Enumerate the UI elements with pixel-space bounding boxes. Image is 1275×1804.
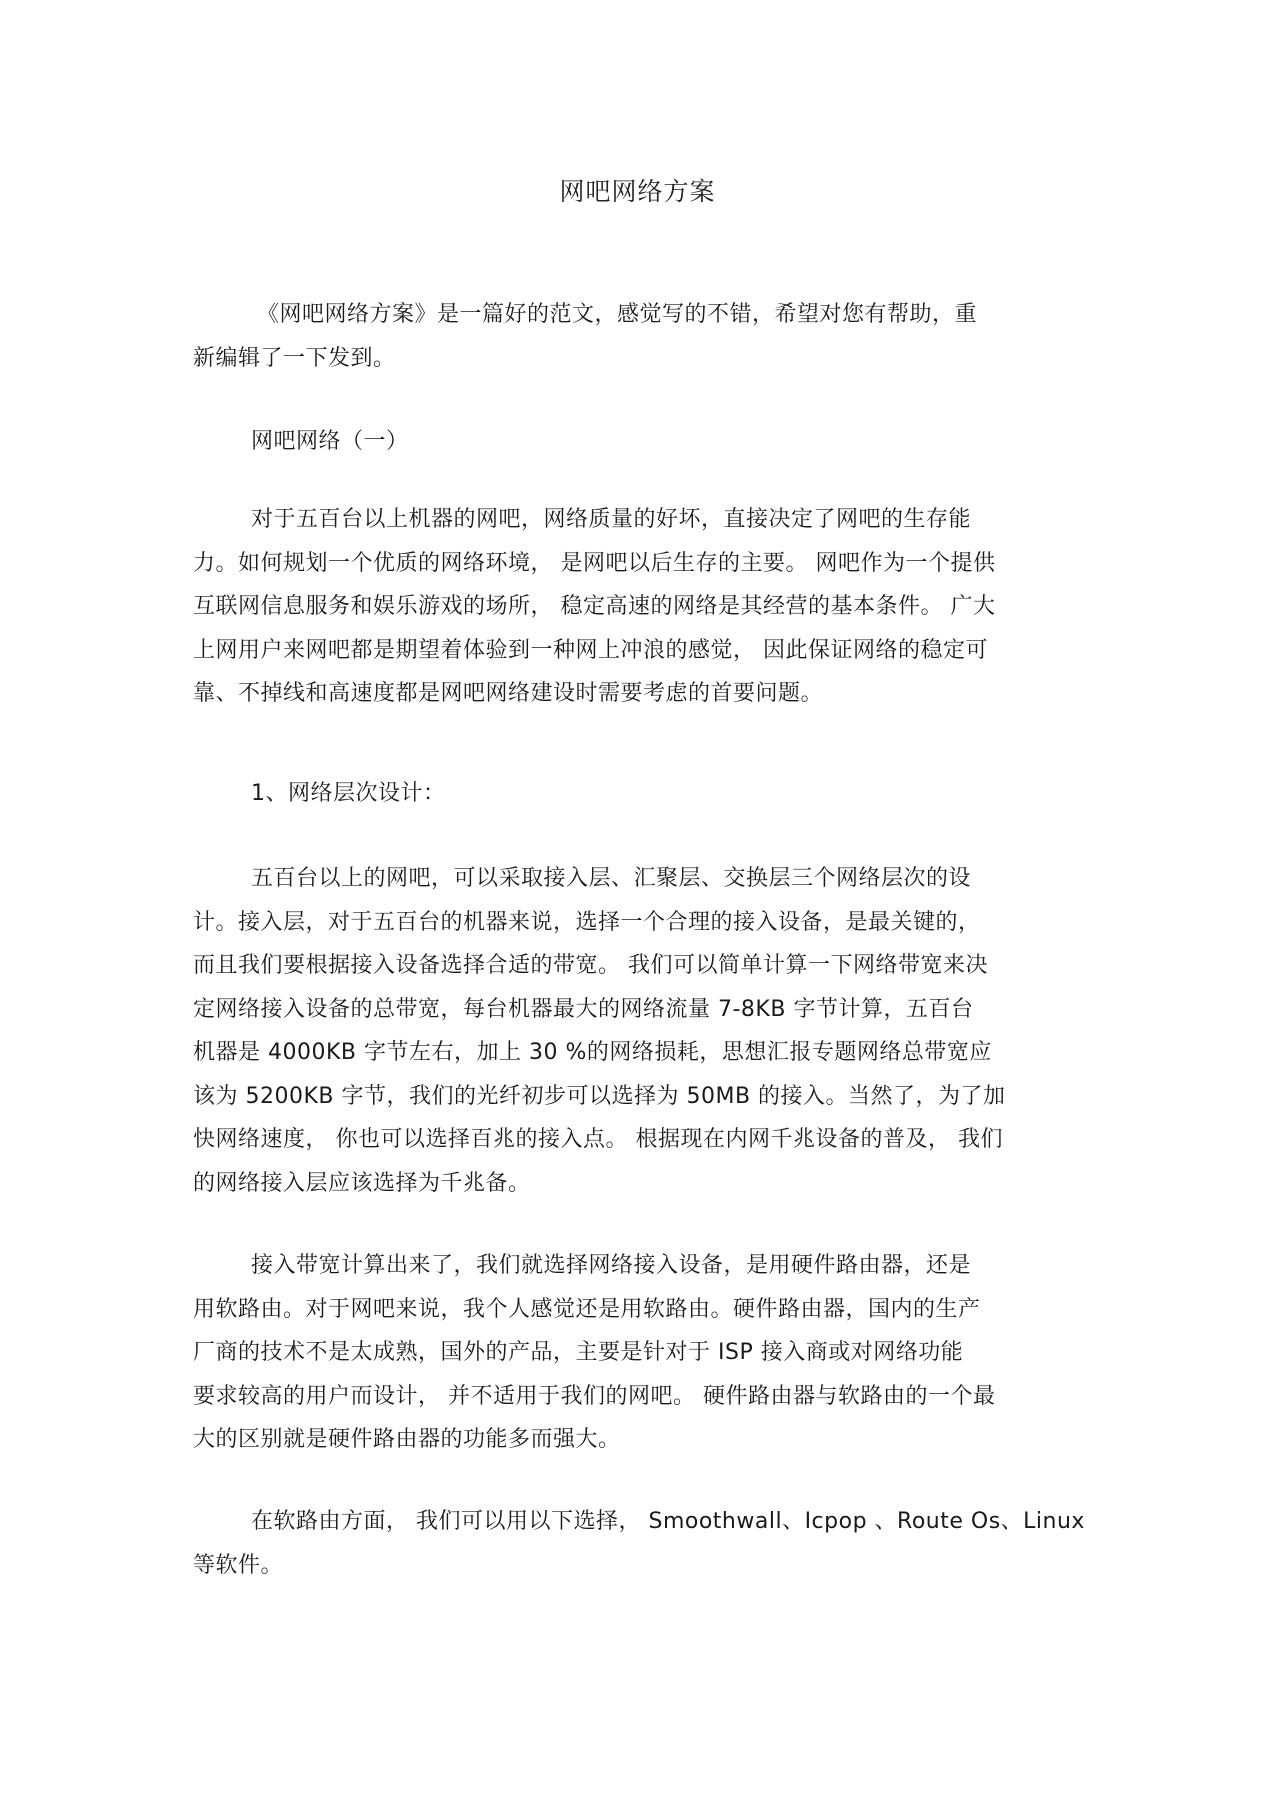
text-line: 新编辑了一下发到。 (193, 345, 396, 371)
text-line: 该为 5200KB 字节，我们的光纤初步可以选择为 50MB 的接入。当然了，为了加 (193, 1083, 1006, 1109)
text-line: 等软件。 (193, 1552, 284, 1578)
text-line: 在软路由方面， 我们可以用以下选择， Smoothwall、Icpop 、Route Os、Linux (251, 1509, 1085, 1534)
text-line: 快网络速度， 你也可以选择百兆的接入点。 根据现在内网千兆设备的普及， 我们 (193, 1127, 1003, 1152)
text-line: 定网络接入设备的总带宽，每台机器最大的网络流量 7-8KB 字节计算，五百台 (193, 996, 974, 1022)
text-line: 力。如何规划一个优质的网络环境， 是网吧以后生存的主要。 网吧作为一个提供 (193, 550, 996, 576)
text-line: 接入带宽计算出来了，我们就选择网络接入设备，是用硬件路由器，还是 (251, 1253, 972, 1278)
section-heading (193, 420, 1093, 464)
text-line: 用软路由。对于网吧来说，我个人感觉还是用软路由。硬件路由器，国内的生产 (193, 1296, 981, 1322)
subheading-1 (193, 772, 1093, 816)
text-line: 靠、不掉线和高速度都是网吧网络建设时需要考虑的首要问题。 (193, 681, 824, 706)
document-title: 网吧网络方案 (559, 177, 716, 206)
section-heading-text: 网吧网络（一） (251, 429, 409, 454)
paragraph-2 (193, 857, 1093, 1205)
text-line: 要求较高的用户而设计， 并不适用于我们的网吧。 硬件路由器与软路由的一个最 (193, 1383, 996, 1409)
text-line: 厂商的技术不是太成熟，国外的产品，主要是针对于 ISP 接入商或对网络功能 (193, 1340, 964, 1365)
paragraph-1 (193, 498, 1093, 716)
intro-paragraph (193, 293, 1093, 380)
text-line: 对于五百台以上机器的网吧，网络质量的好坏，直接决定了网吧的生存能 (251, 507, 972, 532)
paragraph-3 (193, 1244, 1093, 1462)
paragraph-4 (193, 1500, 1093, 1587)
subheading-text: 1、网络层次设计： (251, 781, 446, 806)
text-line: 计。接入层，对于五百台的机器来说，选择一个合理的接入设备，是最关键的， (193, 909, 981, 935)
text-line: 大的区别就是硬件路由器的功能多而强大。 (193, 1427, 621, 1452)
text-line: 互联网信息服务和娱乐游戏的场所， 稳定高速的网络是其经营的基本条件。 广大 (193, 594, 996, 619)
text-line: 五百台以上的网吧，可以采取接入层、汇聚层、交换层三个网络层次的设 (251, 866, 972, 891)
text-line: 而且我们要根据接入设备选择合适的带宽。 我们可以简单计算一下网络带宽来决 (193, 953, 988, 978)
text-line: 上网用户来网吧都是期望着体验到一种网上冲浪的感觉， 因此保证网络的稳定可 (193, 637, 988, 663)
text-line: 《网吧网络方案》是一篇好的范文，感觉写的不错，希望对您有帮助，重 (257, 302, 978, 327)
text-line: 机器是 4000KB 字节左右，加上 30 %的网络损耗，思想汇报专题网络总带宽应 (193, 1040, 992, 1065)
text-line: 的网络接入层应该选择为千兆备。 (193, 1170, 531, 1196)
